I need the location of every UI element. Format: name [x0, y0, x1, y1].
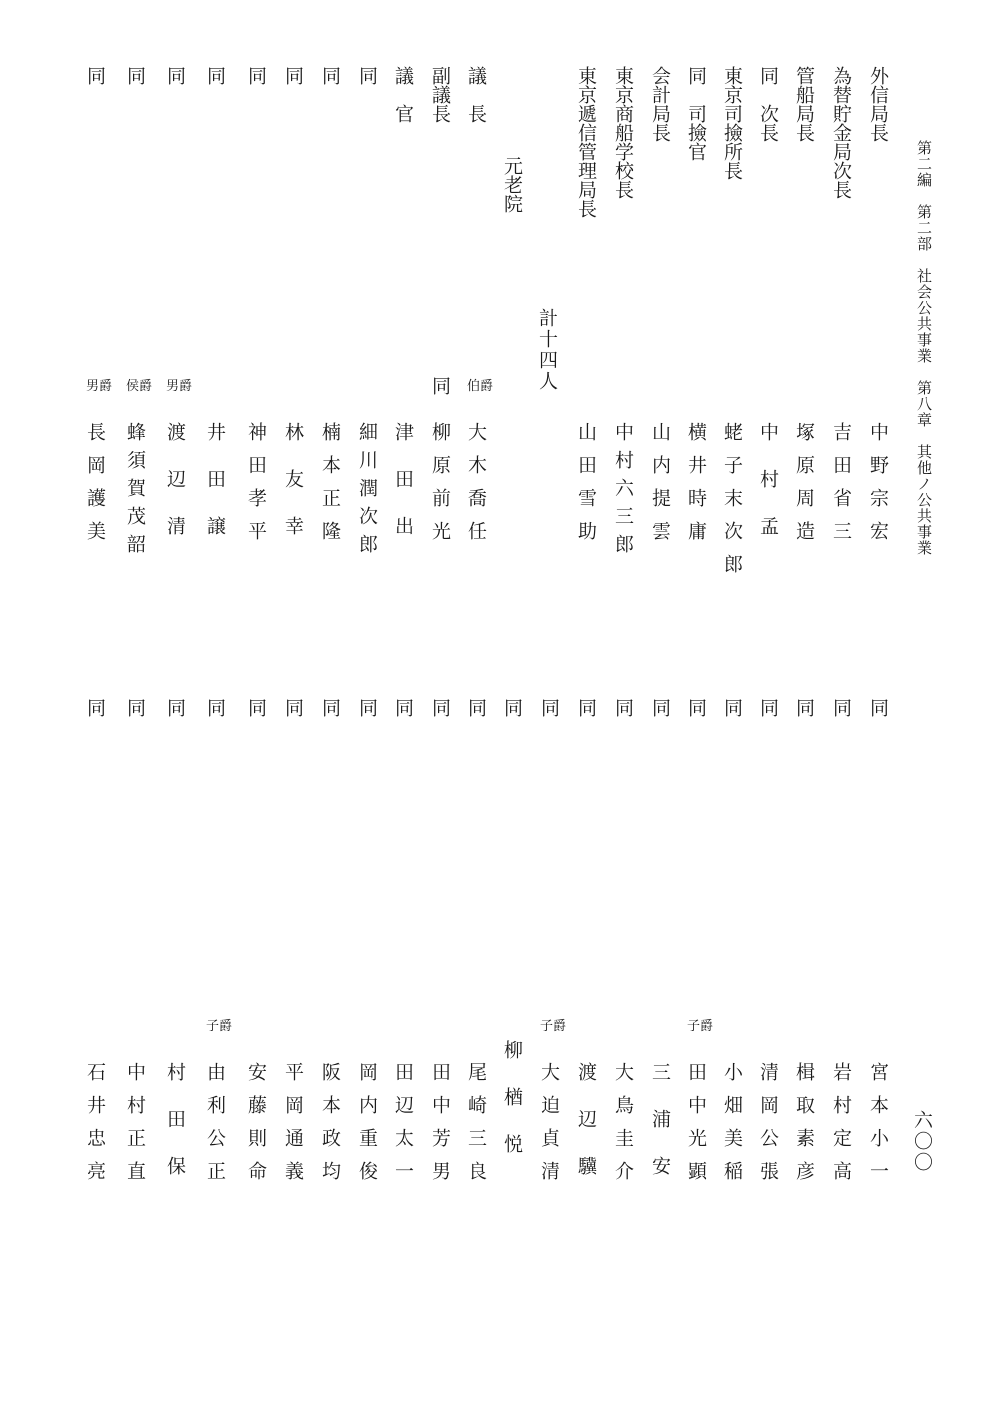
- office-holder-name: 山田雪助: [575, 422, 597, 554]
- office-holder-name: 中村六三郎: [612, 422, 634, 562]
- office-holder-name: 蛯子末次郎: [721, 422, 743, 587]
- council-member-name: 田中芳男: [429, 1062, 451, 1194]
- office-title: 為替貯金局次長: [830, 66, 852, 199]
- council-member-name: 渡辺清: [164, 422, 186, 563]
- ditto-mark: 同: [429, 376, 451, 395]
- office-holder-name: 塚原周造: [793, 422, 815, 554]
- office-holder-name: 山内提雲: [649, 422, 671, 554]
- council-title: 議 長: [465, 66, 487, 123]
- ditto-mark: 同: [245, 698, 267, 717]
- ditto-mark: 同: [84, 698, 106, 717]
- peerage-rank: 子爵: [687, 1019, 714, 1034]
- council-member-name: 田中光顕: [685, 1062, 707, 1194]
- peerage-rank: 子爵: [540, 1019, 567, 1034]
- ditto-mark: 同: [392, 698, 414, 717]
- council-member-name: 楫取素彦: [793, 1062, 815, 1194]
- office-title: 外信局長: [867, 66, 889, 142]
- council-member-name: 阪本政均: [319, 1062, 341, 1194]
- ditto-mark: 同: [721, 698, 743, 717]
- council-member-name: 神田孝平: [245, 422, 267, 554]
- ditto-mark: 同: [830, 698, 852, 717]
- council-title: 議 官: [392, 66, 414, 123]
- ditto-mark: 同: [538, 698, 560, 717]
- council-member-name: 中村正直: [124, 1062, 146, 1194]
- ditto-mark: 同: [282, 698, 304, 717]
- council-member-name: 細川潤次郎: [356, 422, 378, 562]
- ditto-mark: 同: [204, 698, 226, 717]
- council-member-name: 三浦安: [649, 1062, 671, 1203]
- office-holder-name: 中野宗宏: [867, 422, 889, 554]
- ditto-mark: 同: [501, 698, 523, 717]
- peerage-rank: 男爵: [86, 379, 113, 394]
- ditto-mark: 同: [867, 698, 889, 717]
- ditto-mark: 同: [793, 698, 815, 717]
- council-title: 同: [124, 66, 146, 85]
- council-member-name: 林友幸: [282, 422, 304, 563]
- council-member-name: 柳楢悦: [501, 1040, 523, 1181]
- ditto-mark: 同: [319, 698, 341, 717]
- ditto-mark: 同: [164, 698, 186, 717]
- council-title: 同: [245, 66, 267, 85]
- council-title: 同: [204, 66, 226, 85]
- council-member-name: 井田譲: [204, 422, 226, 563]
- council-member-name: 尾崎三良: [465, 1062, 487, 1194]
- ditto-mark: 同: [124, 698, 146, 717]
- office-title: 東京司撿所長: [721, 66, 743, 180]
- peerage-rank: 男爵: [166, 379, 193, 394]
- council-member-name: 清岡公張: [757, 1062, 779, 1194]
- council-member-name: 長岡護美: [84, 422, 106, 554]
- office-title: 東京遞信管理局長: [575, 66, 597, 218]
- ditto-mark: 同: [465, 698, 487, 717]
- section-title-genroin: 元老院: [501, 156, 523, 213]
- council-member-name: 村田保: [164, 1062, 186, 1203]
- council-member-name: 由利公正: [204, 1062, 226, 1194]
- council-member-name: 石井忠亮: [84, 1062, 106, 1194]
- page-number: 六〇〇: [911, 1110, 933, 1173]
- council-member-name: 安藤則命: [245, 1062, 267, 1194]
- peerage-rank: 侯爵: [126, 379, 153, 394]
- ditto-mark: 同: [575, 698, 597, 717]
- ditto-mark: 同: [612, 698, 634, 717]
- ditto-mark: 同: [356, 698, 378, 717]
- council-title: 副議長: [429, 66, 451, 123]
- ditto-mark: 同: [685, 698, 707, 717]
- council-member-name: 大迫貞清: [538, 1062, 560, 1194]
- peerage-rank: 伯爵: [467, 379, 494, 394]
- office-holder-name: 横井時庸: [685, 422, 707, 554]
- office-title: 同 司撿官: [685, 66, 707, 161]
- council-member-name: 岩村定高: [830, 1062, 852, 1194]
- office-holder-name: 吉田省三: [830, 422, 852, 554]
- office-title: 管船局長: [793, 66, 815, 142]
- council-member-name: 津田出: [392, 422, 414, 563]
- council-member-name: 岡内重俊: [356, 1062, 378, 1194]
- total-count: 計十四人: [536, 308, 558, 392]
- running-head: 第二編 第二部 社会公共事業 第八章 其他ノ公共事業: [915, 140, 933, 556]
- council-member-name: 小畑美稲: [721, 1062, 743, 1194]
- council-member-name: 宮本小一: [867, 1062, 889, 1194]
- office-title: 東京商船学校長: [612, 66, 634, 199]
- council-title: 同: [319, 66, 341, 85]
- council-member-name: 蜂須賀茂韶: [124, 422, 146, 562]
- council-member-name: 田辺太一: [392, 1062, 414, 1194]
- council-member-name: 大鳥圭介: [612, 1062, 634, 1194]
- office-title: 会計局長: [649, 66, 671, 142]
- council-member-name: 柳原前光: [429, 422, 451, 554]
- ditto-mark: 同: [649, 698, 671, 717]
- ditto-mark: 同: [757, 698, 779, 717]
- ditto-mark: 同: [429, 698, 451, 717]
- council-title: 同: [356, 66, 378, 85]
- council-member-name: 平岡通義: [282, 1062, 304, 1194]
- council-title: 同: [84, 66, 106, 85]
- council-member-name: 渡辺驥: [575, 1062, 597, 1203]
- council-member-name: 楠本正隆: [319, 422, 341, 554]
- peerage-rank: 子爵: [206, 1019, 233, 1034]
- council-title: 同: [282, 66, 304, 85]
- office-holder-name: 中村孟: [757, 422, 779, 563]
- office-title: 同 次長: [757, 66, 779, 142]
- council-title: 同: [164, 66, 186, 85]
- council-member-name: 大木喬任: [465, 422, 487, 554]
